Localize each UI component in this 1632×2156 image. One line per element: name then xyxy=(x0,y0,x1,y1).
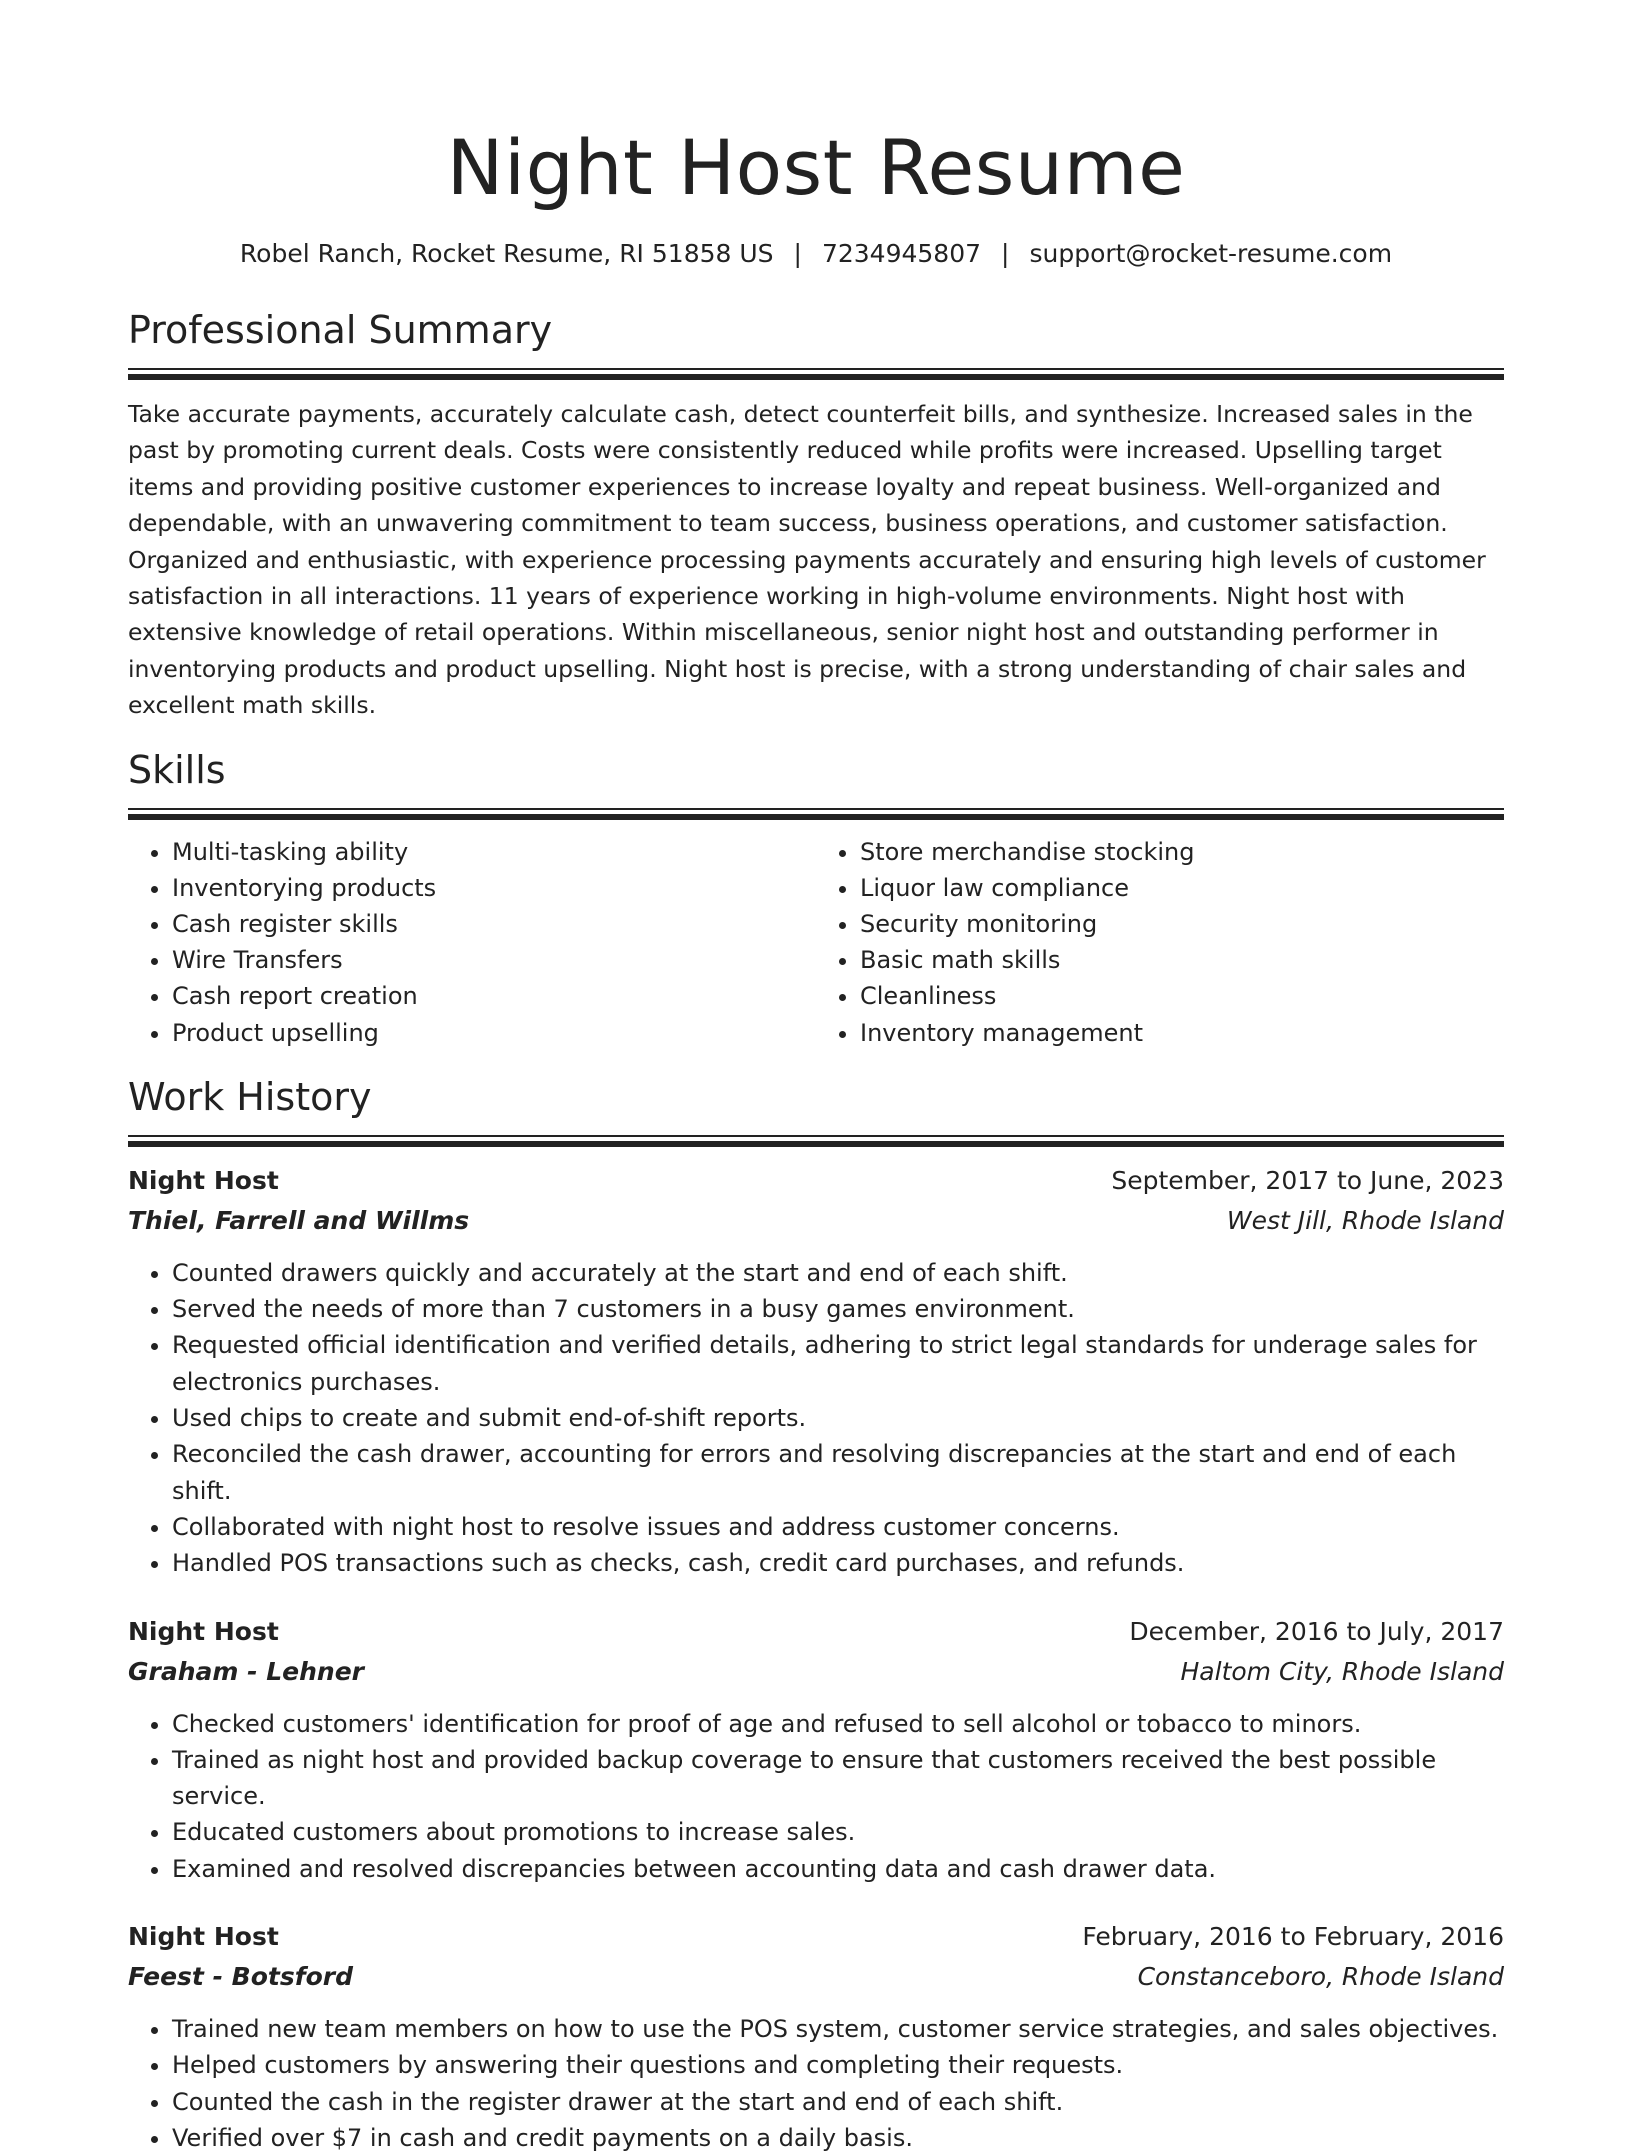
summary-section xyxy=(128,306,1504,724)
job-dates: September, 2017 to June, 2023 xyxy=(1111,1165,1504,1195)
work-history-section xyxy=(128,1073,1504,2156)
skills-list-left xyxy=(128,834,804,1051)
job-company: Feest - Botsford xyxy=(128,1962,353,1992)
job-bullet: • Requested official identification and verified details, adhering to strict legal standards for underage sales for electronics purchases. xyxy=(172,1327,1504,1400)
job-entry xyxy=(128,1917,1504,2156)
job-dates: February, 2016 to February, 2016 xyxy=(1082,1922,1504,1952)
job-bullet: • Served the needs of more than 7 customers in a busy games environment. xyxy=(172,1291,1504,1327)
skills-list-right xyxy=(804,834,1492,1051)
job-title: Night Host xyxy=(128,1922,279,1952)
job-bullet: • Handled POS transactions such as checks, cash, credit card purchases, and refunds. xyxy=(172,1545,1504,1581)
job-location: West Jill, Rhode Island xyxy=(1226,1205,1504,1235)
skill-item: • Inventory management xyxy=(860,1015,1492,1051)
job-bullets xyxy=(128,1706,1504,1887)
skills-columns xyxy=(128,834,1504,1051)
job-title: Night Host xyxy=(128,1616,279,1646)
job-entry xyxy=(128,1161,1504,1582)
job-bullet: • Counted the cash in the register drawer at the start and end of each shift. xyxy=(172,2084,1504,2120)
job-dates: December, 2016 to July, 2017 xyxy=(1129,1616,1504,1646)
job-company-row xyxy=(128,1652,1504,1692)
job-company: Graham - Lehner xyxy=(128,1656,364,1686)
contact-separator: | xyxy=(793,239,802,268)
skill-item: • Liquor law compliance xyxy=(860,870,1492,906)
job-bullet: • Counted drawers quickly and accurately at the start and end of each shift. xyxy=(172,1255,1504,1291)
job-company: Thiel, Farrell and Willms xyxy=(128,1205,470,1235)
skills-heading: Skills xyxy=(128,747,226,792)
job-bullet: • Used chips to create and submit end-of-shift reports. xyxy=(172,1400,1504,1436)
skill-item: • Store merchandise stocking xyxy=(860,834,1492,870)
skills-section xyxy=(128,746,1504,1051)
section-divider xyxy=(128,1135,1504,1147)
job-company-row xyxy=(128,1201,1504,1241)
section-divider xyxy=(128,368,1504,380)
skill-item: • Cash report creation xyxy=(172,978,804,1014)
skill-item: • Multi-tasking ability xyxy=(172,834,804,870)
summary-heading: Professional Summary xyxy=(128,308,553,352)
skill-item: • Security monitoring xyxy=(860,906,1492,942)
job-header-row xyxy=(128,1612,1504,1652)
job-bullet: • Checked customers' identification for proof of age and refused to sell alcohol or tobacco to minors. xyxy=(172,1706,1504,1742)
job-bullets xyxy=(128,2011,1504,2156)
resume-title: Night Host Resume xyxy=(446,123,1186,212)
summary-text: Take accurate payments, accurately calculate cash, detect counterfeit bills, and synthesize. Increased sales in the past by promoting current deals. Costs were consistently reduced while profits were increased. Upselling target items and providing positive customer experiences to increase loyalty and repeat business. Well-organized and dependable, with an unwavering commitment to team success, business operations, and customer satisfaction. Organized and enthusiastic, with experience processing payments accurately and ensuring high levels of customer satisfaction in all interactions. 11 years of experience working in high-volume environments. Night host with extensive knowledge of retail operations. Within miscellaneous, senior night host and outstanding performer in inventorying products and product upselling. Night host is precise, with a strong understanding of chair sales and excellent math skills. xyxy=(128,400,1486,720)
skill-item: • Product upselling xyxy=(172,1015,804,1051)
skill-item: • Basic math skills xyxy=(860,942,1492,978)
job-bullets xyxy=(128,1255,1504,1582)
job-location: Constanceboro, Rhode Island xyxy=(1137,1962,1504,1992)
job-header-row xyxy=(128,1161,1504,1201)
job-bullet: • Trained new team members on how to use the POS system, customer service strategies, and sales objectives. xyxy=(172,2011,1504,2047)
job-bullet: • Collaborated with night host to resolve issues and address customer concerns. xyxy=(172,1509,1504,1545)
skill-item: • Inventorying products xyxy=(172,870,804,906)
job-entry xyxy=(128,1612,1504,1887)
section-divider xyxy=(128,808,1504,820)
skill-item: • Cleanliness xyxy=(860,978,1492,1014)
job-bullet: • Examined and resolved discrepancies between accounting data and cash drawer data. xyxy=(172,1851,1504,1887)
job-bullet: • Trained as night host and provided backup coverage to ensure that customers received the best possible service. xyxy=(172,1742,1504,1815)
job-bullet: • Educated customers about promotions to increase sales. xyxy=(172,1814,1504,1850)
skill-item: • Cash register skills xyxy=(172,906,804,942)
job-title: Night Host xyxy=(128,1165,279,1195)
job-bullet: • Reconciled the cash drawer, accounting for errors and resolving discrepancies at the start and end of each shift. xyxy=(172,1436,1504,1509)
job-bullet: • Helped customers by answering their questions and completing their requests. xyxy=(172,2047,1504,2083)
job-location: Haltom City, Rhode Island xyxy=(1180,1656,1504,1686)
work-history-heading: Work History xyxy=(128,1074,372,1119)
resume-page xyxy=(128,0,1504,2156)
job-company-row xyxy=(128,1957,1504,1997)
contact-line xyxy=(128,238,1504,270)
contact-address: Robel Ranch, Rocket Resume, RI 51858 US xyxy=(239,239,774,268)
contact-email[interactable]: support@rocket-resume.com xyxy=(1029,239,1393,268)
contact-separator: | xyxy=(1001,239,1010,268)
contact-phone: 7234945807 xyxy=(821,239,982,268)
job-header-row xyxy=(128,1917,1504,1957)
skill-item: • Wire Transfers xyxy=(172,942,804,978)
job-bullet: • Verified over $7 in cash and credit payments on a daily basis. xyxy=(172,2120,1504,2156)
